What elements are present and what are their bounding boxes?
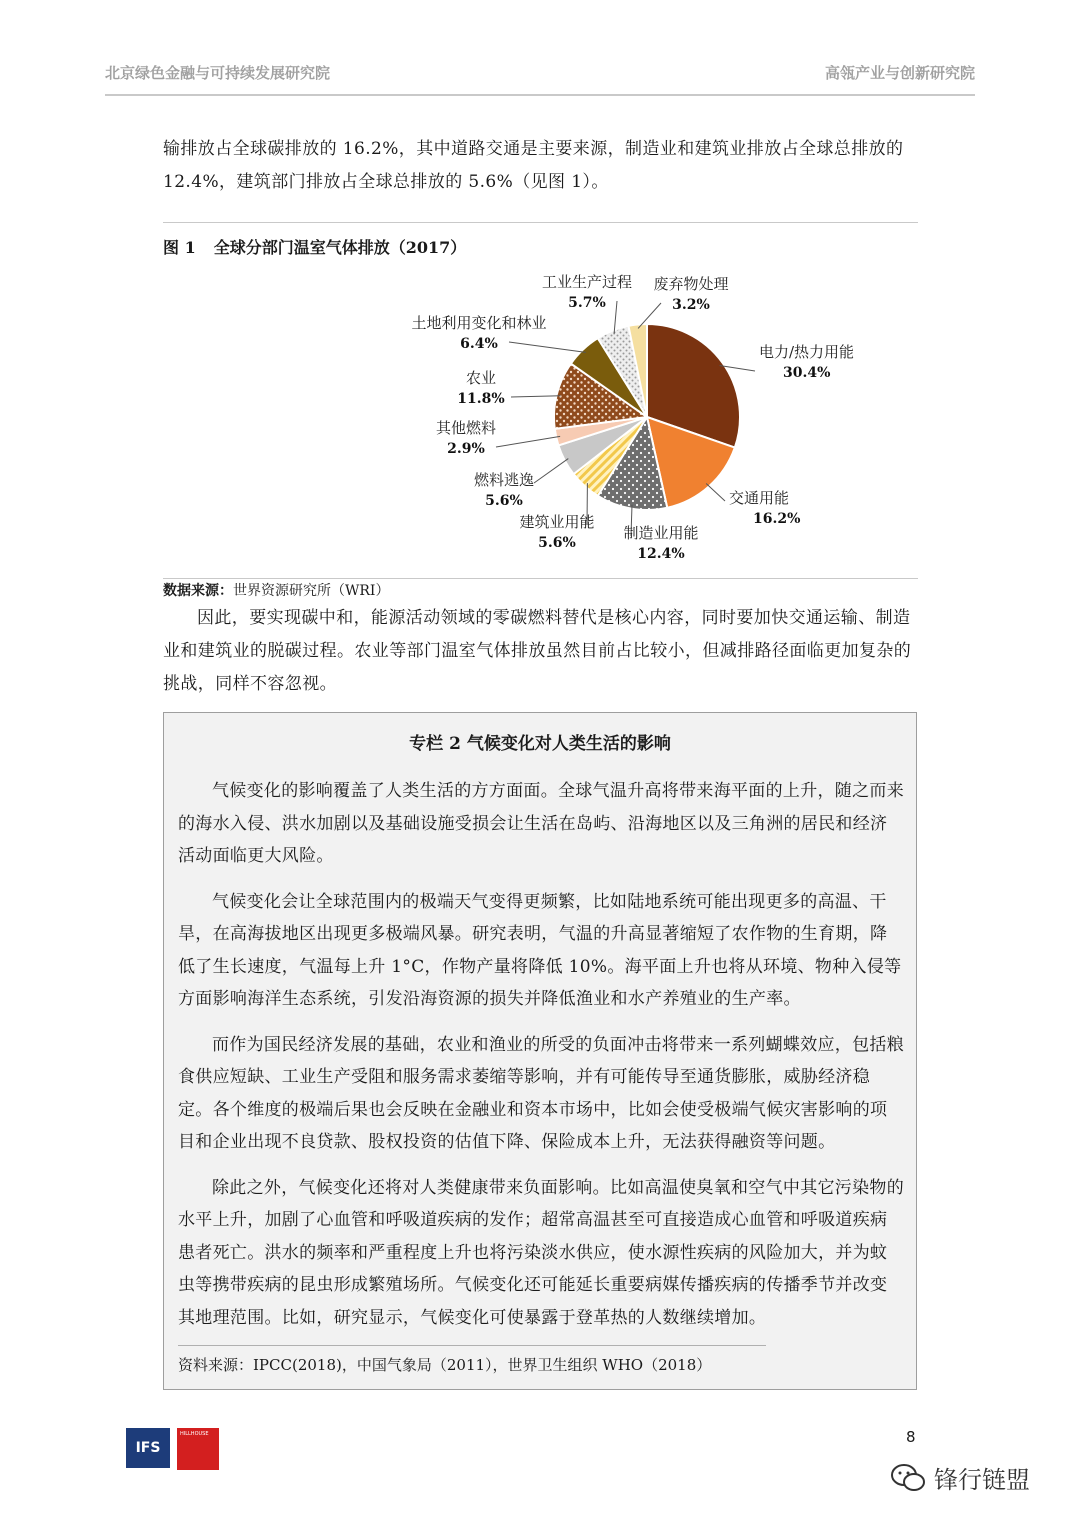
slice-label: 其他燃料: [435, 419, 497, 437]
slice-value: 5.7%: [568, 295, 606, 311]
slice-value: 12.4%: [637, 546, 685, 562]
figure-caption: 全球分部门温室气体排放（2017）: [213, 238, 467, 257]
source-text: 世界资源研究所（WRI）: [233, 583, 390, 599]
paragraph-2-text: 因此，要实现碳中和，能源活动领域的零碳燃料替代是核心内容，同时要加快交通运输、制造业和建筑业的脱碳过程。农业等部门温室气体排放虽然目前占比较小，但减排路径面临更加复杂的挑战，同样不容忽视。: [163, 608, 912, 694]
header-right-org: 高瓴产业与创新研究院: [824, 64, 975, 82]
leader-line: [706, 483, 725, 501]
body-paragraph-2: [163, 602, 918, 701]
intro-text: 输排放占全球碳排放的 16.2%，其中道路交通是主要来源，制造业和建筑业排放占全球总排放的 12.4%，建筑部门排放占全球总排放的 5.6%（见图 1）。: [163, 139, 904, 192]
column-body: [178, 775, 904, 1347]
leader-line: [509, 342, 586, 352]
slice-label: 土地利用变化和林业: [411, 314, 547, 332]
leader-line: [534, 459, 568, 483]
slice-value: 6.4%: [460, 336, 498, 352]
pie-chart: [163, 223, 918, 578]
slice-label: 工业生产过程: [541, 273, 633, 291]
slice-value: 30.4%: [783, 365, 831, 381]
slice-label: 废弃物处理: [653, 275, 729, 293]
hillhouse-logo: [177, 1428, 219, 1470]
figure-1: [163, 222, 918, 579]
column-paragraph: 而作为国民经济发展的基础，农业和渔业的所受的负面冲击将带来一系列蝴蝶效应，包括粮食供应短缺、工业生产受阻和服务需求萎缩等影响，并有可能传导至通货膨胀，威胁经济稳定。各个维度的极端后果也会反映在金融业和资本市场中，比如会使受极端气候灾害影响的项目和企业出现不良贷款、股权投资的估值下降、保险成本上升，无法获得融资等问题。: [178, 1034, 904, 1152]
slice-label: 制造业用能: [623, 524, 699, 542]
figure-source: [163, 580, 389, 600]
slice-label: 燃料逃逸: [473, 471, 535, 489]
column-paragraph: 气候变化会让全球范围内的极端天气变得更频繁，比如陆地系统可能出现更多的高温、干旱，在高海拔地区出现更多极端风暴。研究表明，气温的升高显著缩短了农作物的生育期，降低了生长速度，气温每上升 1°C，作物产量将降低 10%。海平面上升也将从环境、物种入侵等方面影响海洋生态系统，引发沿海资源的损失并降低渔业和水产养殖业的生产率。: [178, 891, 902, 1009]
slice-label: 农业: [465, 369, 497, 387]
slice-value: 16.2%: [753, 511, 801, 527]
slice-label: 电力/热力用能: [759, 343, 855, 361]
slice-value: 3.2%: [672, 297, 710, 313]
column-paragraph: 除此之外，气候变化还将对人类健康带来负面影响。比如高温使臭氧和空气中其它污染物的水平上升，加剧了心血管和呼吸道疾病的发作；超常高温甚至可直接造成心血管和呼吸道疾病患者死亡。洪水的频率和严重程度上升也将污染淡水供应，使水源性疾病的风险加大，并为蚊虫等携带疾病的昆虫形成繁殖场所。气候变化还可能延长重要病媒传播疾病的传播季节并改变其地理范围。比如，研究显示，气候变化可使暴露于登革热的人数继续增加。: [178, 1177, 904, 1328]
ifs-logo: IFS: [126, 1428, 170, 1468]
leader-line: [511, 396, 561, 397]
page-header: [105, 58, 975, 96]
intro-paragraph: [163, 133, 918, 199]
watermark: [890, 1460, 1030, 1495]
slice-label: 交通用能: [729, 489, 790, 507]
hillhouse-logo-text: HILLHOUSE: [180, 1431, 209, 1437]
column-title: 专栏 2 气候变化对人类生活的影响: [409, 734, 671, 754]
slice-value: 5.6%: [485, 493, 523, 509]
header-left-org: 北京绿色金融与可持续发展研究院: [105, 64, 331, 82]
slice-value: 2.9%: [447, 441, 485, 457]
watermark-text: 锋行链盟: [934, 1466, 1030, 1494]
wechat-icon: [890, 1463, 926, 1493]
slice-value: 11.8%: [457, 391, 505, 407]
sidebar-column-2: [163, 712, 917, 1390]
page-number: 8: [906, 1428, 916, 1446]
slice-label: 建筑业用能: [519, 513, 595, 531]
leader-line: [496, 436, 560, 447]
source-label: 数据来源：: [163, 583, 233, 599]
column-source-note: 资料来源：IPCC(2018)，中国气象局（2011），世界卫生组织 WHO（2018）: [178, 1345, 766, 1375]
figure-number: 图 1: [163, 238, 196, 257]
column-paragraph: 气候变化的影响覆盖了人类生活的方方面面。全球气温升高将带来海平面的上升，随之而来的海水入侵、洪水加剧以及基础设施受损会让生活在岛屿、沿海地区以及三角洲的居民和经济活动面临更大风险。: [178, 781, 904, 866]
slice-value: 5.6%: [538, 535, 576, 551]
